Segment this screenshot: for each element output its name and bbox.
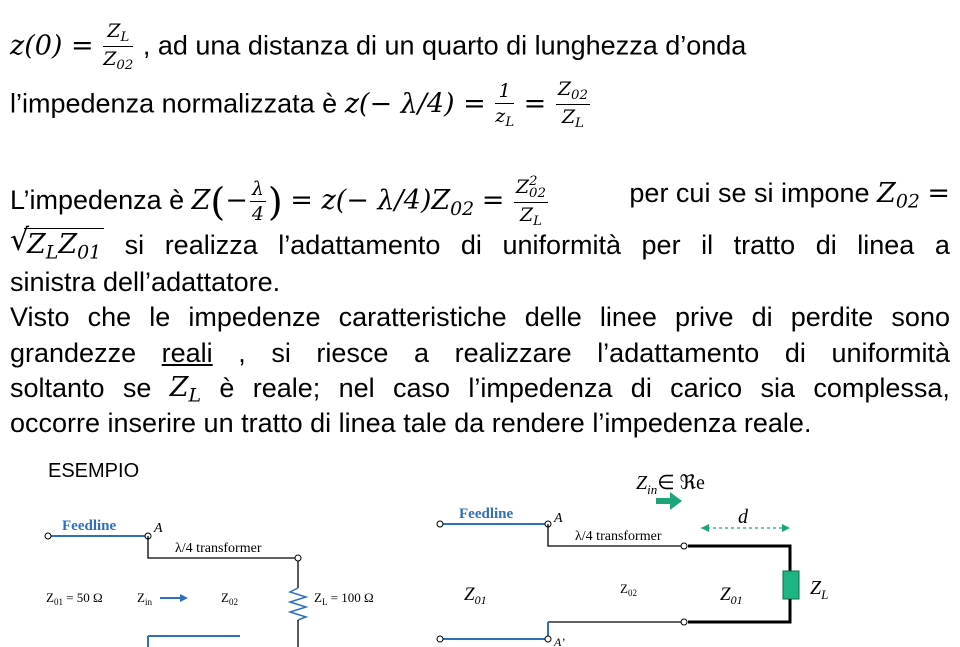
- equals-sign: =: [523, 88, 547, 120]
- line-7: grandezze reali , si riesce a realizzare l’adattamento di uniformità: [10, 338, 950, 368]
- frac-1-zl: $\frac{1}{z_L}$: [495, 79, 515, 130]
- line-1: [10, 22, 746, 73]
- z01-left-label: $Z_{01}$: [464, 584, 487, 607]
- z01-label: $Z_{01} = 50$ Ω: [46, 590, 103, 607]
- line-9: occorre inserire un tratto di linea tale da rendere l’impedenza reale.: [10, 408, 812, 438]
- line-3: [10, 176, 950, 228]
- line-2: [10, 80, 592, 131]
- line-6: Visto che le impedenze caratteristiche delle linee prive di perdite sono: [10, 302, 950, 332]
- feedline-label-right: Feedline: [459, 506, 514, 522]
- word-reali: reali: [161, 338, 213, 368]
- z02-label: $Z_{02}$: [221, 590, 238, 607]
- feedline-label: Feedline: [62, 518, 117, 534]
- line-5: sinistra dell’adattatore.: [10, 267, 281, 297]
- sqrt-zl-z01: √ $Z_LZ_{01}$: [10, 228, 104, 270]
- example-figure-right: [420, 450, 960, 647]
- line-8: soltanto se $Z_L$ è reale; nel caso l’impedenza di carico sia complessa,: [10, 372, 950, 407]
- example-title: ESEMPIO: [48, 460, 140, 482]
- frac-zl-z02: $\frac{Z_L}{Z_{02}}$: [103, 20, 134, 74]
- node-a-right: A: [554, 511, 563, 526]
- line-2-text: l’impedenza normalizzata è: [10, 88, 338, 119]
- transformer-label: λ/4 transformer: [175, 541, 262, 556]
- zin-real-label: $Z_{in}\in$ ℜe: [636, 472, 705, 497]
- line-1-text: , ad una distanza di un quarto di lunghezza d’onda: [142, 30, 747, 61]
- zl-label: $Z_L = 100$ Ω: [314, 590, 374, 607]
- line-4: √ $Z_LZ_{01}$ si realizza l’adattamento di uniformità per il tratto di linea a: [10, 228, 950, 270]
- frac-z02-zl: $\frac{Z_{02}}{Z_L}$: [557, 78, 588, 132]
- line-3-eq: L’impedenza è Z(− $\frac{\lambda}{4}$ ) = $z(- \lambda/4)Z_{02}$ = Z 2 02 $Z_L$: [10, 174, 546, 229]
- example-figure-left: [0, 450, 440, 647]
- node-a2-right: A’: [554, 635, 565, 647]
- d-label: d: [738, 506, 748, 528]
- zin-label: $Z_{in}$: [137, 590, 152, 607]
- z01-right-label: $Z_{01}$: [720, 584, 743, 607]
- zl-label-right: $Z_L$: [810, 577, 829, 602]
- line-3-tail: per cui se si impone $Z_{02}$ =: [629, 178, 950, 213]
- eq-z0: z(0) =: [10, 30, 94, 62]
- line-section-top: [688, 546, 790, 571]
- zin-green-arrow: [656, 492, 682, 510]
- port-left: [45, 533, 51, 539]
- z02-label-right: $Z_{02}$: [620, 581, 637, 598]
- node-a-label: A: [154, 521, 163, 536]
- transformer-label-right: λ/4 transformer: [575, 529, 662, 544]
- load-zl: [783, 571, 799, 599]
- resistor-zl: [290, 588, 306, 620]
- eq-z-lambda: z(− λ/4) =: [344, 88, 486, 120]
